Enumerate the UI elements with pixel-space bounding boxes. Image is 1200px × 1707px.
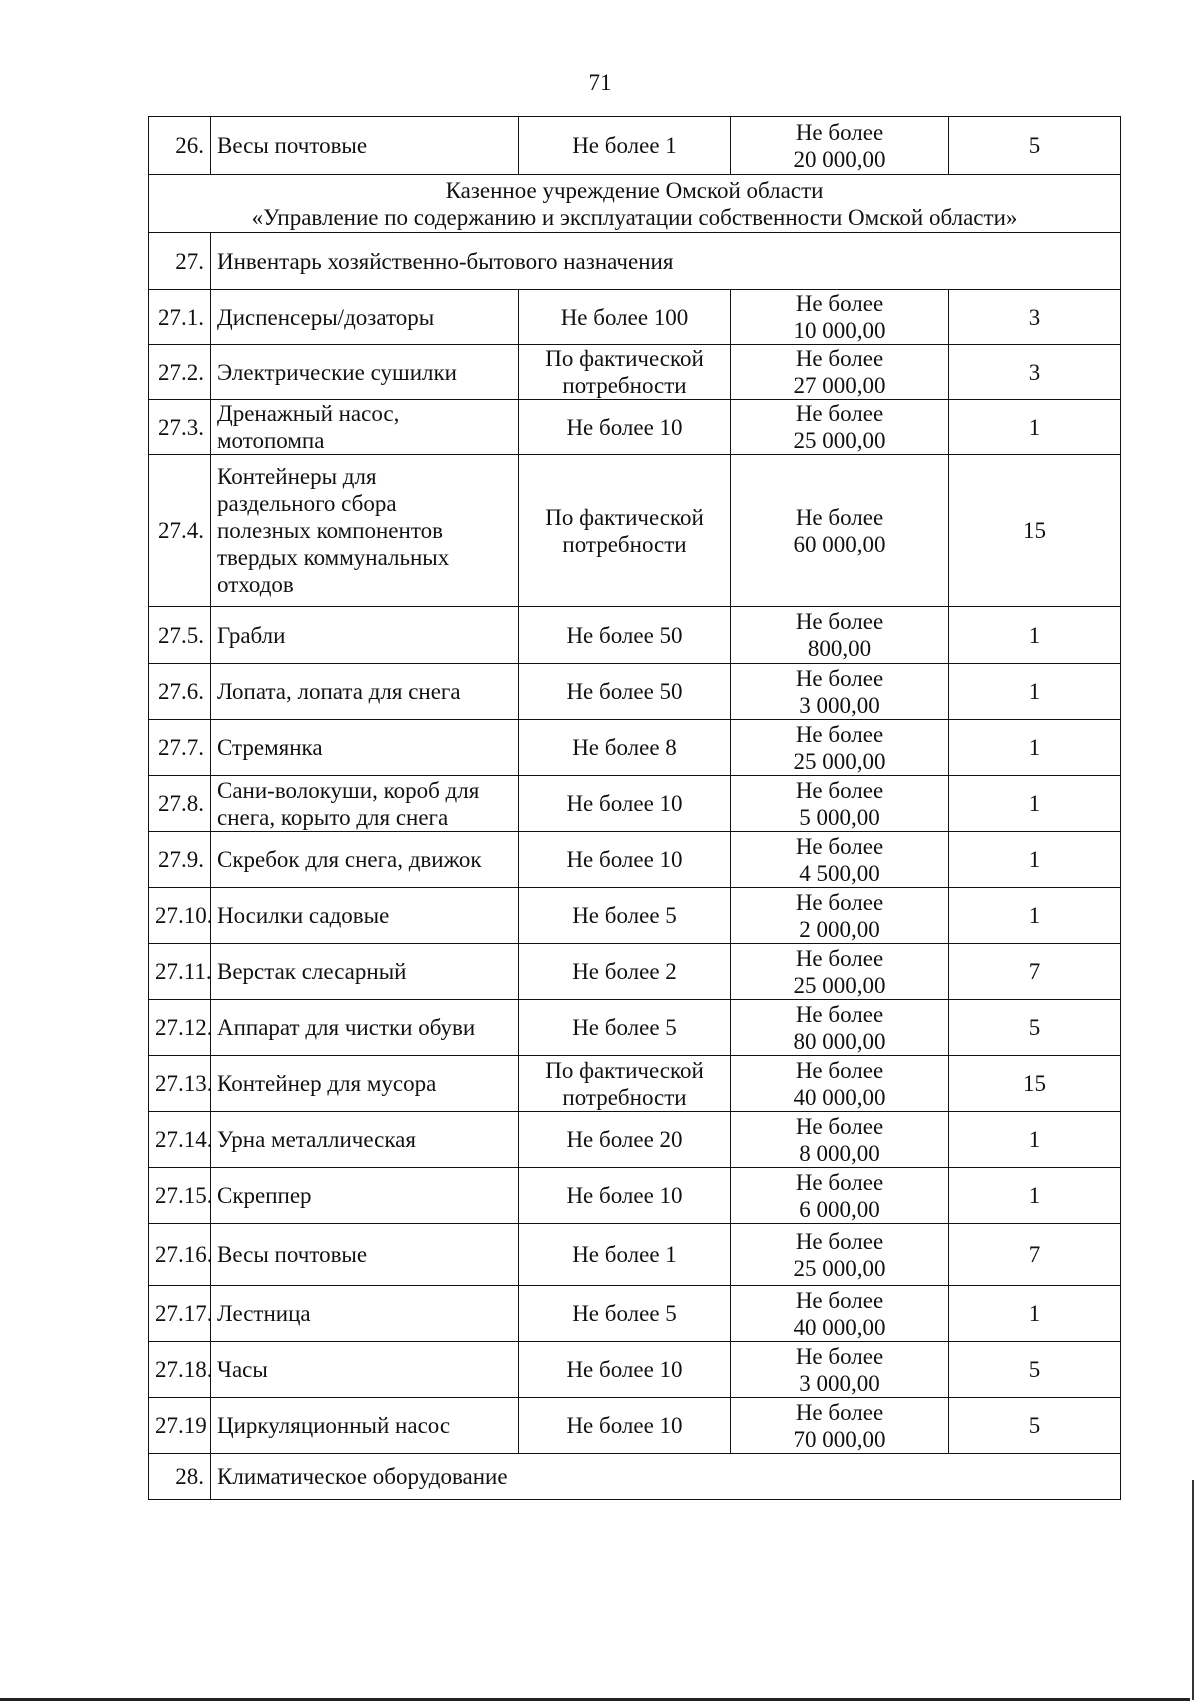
- item-quantity: Не более 5: [519, 888, 731, 944]
- row-number: 27.3.: [149, 400, 211, 455]
- item-price: Не более 800,00: [731, 607, 949, 664]
- section-title-line-1: Казенное учреждение Омской области: [445, 177, 824, 203]
- item-price: Не более 25 000,00: [731, 720, 949, 776]
- table-row: [149, 664, 1121, 720]
- item-service-years: 3: [949, 345, 1121, 400]
- row-number: 27.16.: [149, 1224, 211, 1286]
- row-number: 26.: [149, 117, 211, 175]
- row-number: 27.12.: [149, 1000, 211, 1056]
- item-service-years: 5: [949, 117, 1121, 175]
- row-number: 27.19: [149, 1398, 211, 1454]
- row-number: 27.: [149, 233, 211, 290]
- item-name: Часы: [211, 1342, 519, 1398]
- item-service-years: 1: [949, 607, 1121, 664]
- item-service-years: 7: [949, 944, 1121, 1000]
- item-name: Носилки садовые: [211, 888, 519, 944]
- row-number: 27.6.: [149, 664, 211, 720]
- item-service-years: 1: [949, 1112, 1121, 1168]
- section-header-row: [149, 175, 1121, 233]
- table-row: [149, 607, 1121, 664]
- item-quantity: Не более 5: [519, 1286, 731, 1342]
- table-row: [149, 1398, 1121, 1454]
- item-quantity: Не более 10: [519, 400, 731, 455]
- item-price: Не более 40 000,00: [731, 1286, 949, 1342]
- table-row: [149, 1056, 1121, 1112]
- item-name: Стремянка: [211, 720, 519, 776]
- section-title-line-2: «Управление по содержанию и эксплуатации собственности Омской области»: [251, 204, 1018, 230]
- item-service-years: 1: [949, 720, 1121, 776]
- table-row: [149, 400, 1121, 455]
- item-price: Не более 25 000,00: [731, 400, 949, 455]
- item-name: Аппарат для чистки обуви: [211, 1000, 519, 1056]
- page-number: 71: [588, 70, 612, 95]
- item-name: Урна металлическая: [211, 1112, 519, 1168]
- item-service-years: 1: [949, 1168, 1121, 1224]
- item-service-years: 1: [949, 832, 1121, 888]
- item-price: Не более 70 000,00: [731, 1398, 949, 1454]
- item-quantity: Не более 50: [519, 607, 731, 664]
- table-row: [149, 776, 1121, 832]
- item-price: Не более 5 000,00: [731, 776, 949, 832]
- item-quantity: Не более 10: [519, 776, 731, 832]
- item-price: Не более 40 000,00: [731, 1056, 949, 1112]
- item-service-years: 1: [949, 400, 1121, 455]
- item-service-years: 15: [949, 455, 1121, 607]
- scan-bottom-edge: [0, 1698, 1190, 1701]
- row-number: 27.10.: [149, 888, 211, 944]
- item-quantity: Не более 10: [519, 1342, 731, 1398]
- item-price: Не более 3 000,00: [731, 664, 949, 720]
- item-service-years: 5: [949, 1342, 1121, 1398]
- item-price: Не более 20 000,00: [731, 117, 949, 175]
- row-number: 27.17.: [149, 1286, 211, 1342]
- row-number: 28.: [149, 1454, 211, 1500]
- item-price: Не более 25 000,00: [731, 944, 949, 1000]
- row-number: 27.18.: [149, 1342, 211, 1398]
- item-name: Верстак слесарный: [211, 944, 519, 1000]
- item-quantity: Не более 10: [519, 1398, 731, 1454]
- item-price: Не более 3 000,00: [731, 1342, 949, 1398]
- row-number: 27.4.: [149, 455, 211, 607]
- item-name: Скреппер: [211, 1168, 519, 1224]
- table-row: [149, 1112, 1121, 1168]
- item-service-years: 7: [949, 1224, 1121, 1286]
- item-name: Контейнеры для раздельного сбора полезных компонентов твердых коммунальных отходов: [211, 455, 519, 607]
- item-service-years: 15: [949, 1056, 1121, 1112]
- item-quantity: По фактической потребности: [519, 1056, 731, 1112]
- item-price: Не более 80 000,00: [731, 1000, 949, 1056]
- item-quantity: Не более 2: [519, 944, 731, 1000]
- item-quantity: Не более 20: [519, 1112, 731, 1168]
- item-service-years: 5: [949, 1398, 1121, 1454]
- row-number: 27.14.: [149, 1112, 211, 1168]
- item-quantity: Не более 5: [519, 1000, 731, 1056]
- item-price: Не более 4 500,00: [731, 832, 949, 888]
- item-name: Диспенсеры/дозаторы: [211, 290, 519, 345]
- table-row: [149, 1000, 1121, 1056]
- row-number: 27.5.: [149, 607, 211, 664]
- item-price: Не более 2 000,00: [731, 888, 949, 944]
- table-row: [149, 117, 1121, 175]
- item-name: Дренажный насос, мотопомпа: [211, 400, 519, 455]
- row-number: 27.15.: [149, 1168, 211, 1224]
- table-row: [149, 290, 1121, 345]
- table-row: [149, 1286, 1121, 1342]
- table-row: [149, 1342, 1121, 1398]
- item-quantity: Не более 100: [519, 290, 731, 345]
- item-service-years: 1: [949, 776, 1121, 832]
- item-price: Не более 8 000,00: [731, 1112, 949, 1168]
- item-price: Не более 6 000,00: [731, 1168, 949, 1224]
- table-row: [149, 944, 1121, 1000]
- item-quantity: Не более 8: [519, 720, 731, 776]
- item-name: Грабли: [211, 607, 519, 664]
- group-row: [149, 233, 1121, 290]
- table-row: [149, 455, 1121, 607]
- item-name: Весы почтовые: [211, 1224, 519, 1286]
- item-service-years: 5: [949, 1000, 1121, 1056]
- item-service-years: 1: [949, 1286, 1121, 1342]
- item-quantity: Не более 1: [519, 117, 731, 175]
- scan-right-edge: [1192, 1480, 1194, 1700]
- item-service-years: 1: [949, 888, 1121, 944]
- table-row: [149, 888, 1121, 944]
- table-row: [149, 345, 1121, 400]
- item-quantity: Не более 50: [519, 664, 731, 720]
- item-price: Не более 25 000,00: [731, 1224, 949, 1286]
- item-name: Контейнер для мусора: [211, 1056, 519, 1112]
- item-price: Не более 10 000,00: [731, 290, 949, 345]
- item-name: Лестница: [211, 1286, 519, 1342]
- item-name: Скребок для снега, движок: [211, 832, 519, 888]
- item-name: Весы почтовые: [211, 117, 519, 175]
- item-quantity: По фактической потребности: [519, 455, 731, 607]
- item-name: Сани-волокуши, короб для снега, корыто для снега: [211, 776, 519, 832]
- item-quantity: Не более 10: [519, 832, 731, 888]
- row-number: 27.1.: [149, 290, 211, 345]
- item-price: Не более 60 000,00: [731, 455, 949, 607]
- section-title: [149, 175, 1121, 233]
- group-title: Инвентарь хозяйственно-бытового назначения: [211, 233, 1121, 290]
- table-row: [149, 1224, 1121, 1286]
- item-service-years: 3: [949, 290, 1121, 345]
- item-name: Лопата, лопата для снега: [211, 664, 519, 720]
- table-row: [149, 720, 1121, 776]
- item-service-years: 1: [949, 664, 1121, 720]
- item-quantity: Не более 1: [519, 1224, 731, 1286]
- row-number: 27.7.: [149, 720, 211, 776]
- group-title: Климатическое оборудование: [211, 1454, 1121, 1500]
- row-number: 27.8.: [149, 776, 211, 832]
- row-number: 27.9.: [149, 832, 211, 888]
- item-quantity: По фактической потребности: [519, 345, 731, 400]
- row-number: 27.2.: [149, 345, 211, 400]
- equipment-table: [148, 116, 1121, 1500]
- table-row: [149, 832, 1121, 888]
- group-row: [149, 1454, 1121, 1500]
- item-name: Электрические сушилки: [211, 345, 519, 400]
- item-name: Циркуляционный насос: [211, 1398, 519, 1454]
- row-number: 27.13.: [149, 1056, 211, 1112]
- item-price: Не более 27 000,00: [731, 345, 949, 400]
- row-number: 27.11.: [149, 944, 211, 1000]
- table-row: [149, 1168, 1121, 1224]
- item-quantity: Не более 10: [519, 1168, 731, 1224]
